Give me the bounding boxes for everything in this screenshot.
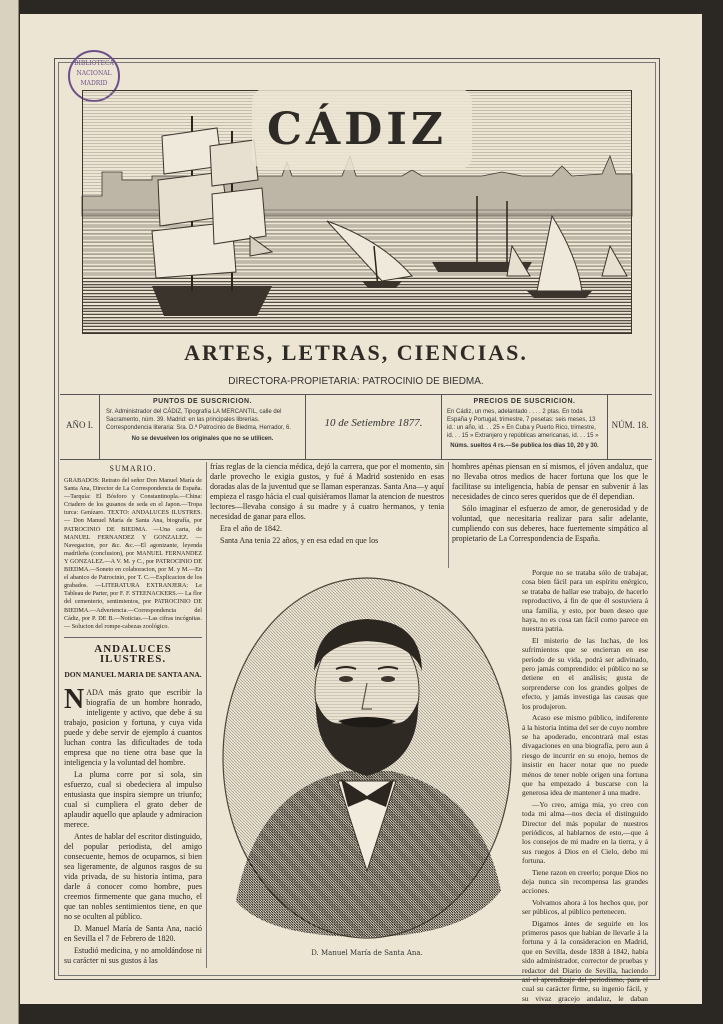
suscription-points-title: PUNTOS DE SUSCRICION.	[152, 398, 253, 405]
column-3-paragraph-6: —Yo creo, amiga mia, yo creo con toda mi alma—nos decia el distinguido Director del más popular de nuestros periódicos, al hablarnos de esto,—que á los consejos de mi madre en la tierra, y á sus ruegos á Dios en el Cielo, debo mi fortuna.	[522, 799, 648, 866]
column-2-top	[210, 462, 444, 568]
subscription-info-box	[60, 394, 652, 460]
originals-note: No se devuelven los originales que no se utilicen.	[131, 436, 274, 442]
column-3-paragraph-1: hombres apénas piensan en sí mismos, el jóven andaluz, que no llevaba otros medios de hacer fortuna que los que le facilitase su inteligencia, había de pensar en subvenir á las necesidades de cinco seres queridos que de él dependian.	[452, 462, 648, 501]
article-paragraph-5: Estudió medicina, y no amoldándose ni su carácter ni sus gustos á las	[64, 945, 202, 965]
masthead-engraving	[82, 76, 632, 334]
issue-date: 10 de Setiembre 1877.	[324, 417, 423, 429]
suscription-points-cell	[100, 395, 306, 459]
column-1	[64, 462, 202, 968]
column-divider-3	[206, 568, 207, 968]
date-cell	[306, 395, 442, 459]
column-2-paragraph-1: frías reglas de la ciencia médica, dejó la carrera, que por el momento, sin darle provecho le exigia gustos, y fué á Madrid sostenido en esas doradas alas de la juventud que se llaman esperanzas. Santa Ana—y aquí empieza el rasgo hácia el cual quisiéramos llamar la atencion de nuestros lectores—llevaba consigo á su madre y á cuatro hermanos, y tenia necesidad de ganar para ellos.	[210, 462, 444, 521]
article-paragraph-4: D. Manuel María de Santa Ana, nació en Sevilla el 7 de Febrero de 1820.	[64, 923, 202, 943]
year-label: AÑO I.	[66, 420, 93, 430]
column-3-paragraph-8: Volvamos ahora á los hechos que, por ser públicos, al público pertenecen.	[522, 897, 648, 917]
prices-title: PRECIOS DE SUSCRICION.	[473, 398, 576, 405]
adjacent-page-edge	[0, 0, 19, 1024]
masthead-title: CÁDIZ	[266, 104, 447, 155]
suscription-points-text: Sr. Administrador del CÁDIZ, Tipografía LA MERCANTIL, calle del Sacramento, núm. 39. Madrid: en las principales librerías. Correspondencia literaria: Sra. D.ª Patrocinio de Biedma, Herrador, 6.	[106, 409, 291, 431]
column-3-bottom	[522, 568, 649, 1013]
stamp-text: BIBLIOTECA NACIONAL MADRID	[74, 60, 114, 87]
drop-cap: N	[64, 683, 85, 715]
article-paragraph-1: ADA más grato que escribir la biografía de un hombre honrado, inteligente y activo, que debe á su trabajo, posicion y fortuna, y cuya vida puede y debe servir de ejemplo á cuantos luchan contra las dificultades de toda empresa que no tiene otra base que la inteligencia y la voluntad del hombre.	[64, 687, 202, 767]
prices-cell	[442, 395, 608, 459]
summary-title: SUMARIO.	[109, 464, 157, 473]
article-paragraph-3: Antes de hablar del escritor distinguido, del popular periodista, del amigo consecuente, hemos de ocuparnos, si bien sea ligeramente, de algunos rasgos de su vida privada, de su historia íntima, para darle á conocer como hombre, pues creemos firmemente que gana mucho, el que tan nobles sentimientos tiene, en que no se oculten al público.	[64, 831, 202, 921]
issue-number: NÚM. 18.	[611, 420, 649, 430]
portrait-engraving	[216, 571, 518, 946]
year-cell	[60, 395, 100, 459]
column-2-age-line: Santa Ana tenia 22 años, y en esa edad en que los	[220, 536, 379, 545]
column-divider-2	[448, 462, 449, 568]
article-paragraph-2: La pluma corre por sí sola, sin esfuerzo, cual si obedeciera al impulso entusiasta que inspira siempre un triunfo; cual si cumpliera el grato deber de aplaudir aquello que aplaude y admiracion merece.	[64, 769, 202, 829]
column-3-paragraph-3: Porque no se trataba sólo de trabajar, cosa bien fácil para un espíritu enérgico, se trataba de hallar ese trabajo, de hacerlo reproductivo, á fin de que él sostuviera á una familia, y esto, por buen deseo que haya, no es cosa tan fácil como parece en nuestra patria.	[522, 568, 648, 634]
column-3-top	[452, 462, 648, 568]
column-3-paragraph-7: Tiene razon en creerlo; porque Dios no deja nunca sin recompensa las grandes acciones.	[522, 867, 648, 896]
masthead-subtitle: ARTES, LETRAS, CIENCIAS.	[184, 340, 528, 365]
column-3-paragraph-5: Acaso ese mismo público, indiferente á la historia íntima del ser de cuyo nombre se ha apoderado, encontrará mal estas divagaciones en una biografía, pero aun á riesgo de incurrir en su enojo, hemos de insistir en hacer notar que no puede ménos de tener noble origen una fortuna que ha empezado á buscarse con la generosa idea de mantener á una madre.	[522, 713, 649, 798]
single-issues-note: Núms. sueltos 4 rs.—Se publica los días 10, 20 y 30.	[450, 443, 599, 449]
column-3-paragraph-4: El misterio de las luchas, de los sufrimientos que se encierran en ese período de su vida, podrá ser adivinado, pero jamás comprendido: el público no se detiene en el análisis; gusta de sorprenderse con los grandes golpes de efecto, y jamás investiga las causas que los produjeron.	[522, 635, 648, 711]
column-divider-1	[206, 462, 207, 568]
section-title: ANDALUCES ILUSTRES.	[94, 642, 172, 665]
article-title: DON MANUEL MARIA DE SANTA ANA.	[64, 669, 202, 679]
director-line: DIRECTORA-PROPIETARIA: PATROCINIO DE BIEDMA.	[228, 376, 484, 387]
summary-text: GRABADOS: Retrato del señor Don Manuel María de Santa Ana, Director de La Correspondencia de España.—Tarquía: El Bósforo y Constantinopla.—China: Criadero de los gusanos de seda en el Japon.—Tropa turca: Genízaro. TEXTO: ANDALUCES ILUSTRES.— Don Manuel María de Santa Ana, biografía, por PATROCINIO DE BIEDMA. —Una carta, de MANUEL FERNANDEZ Y GONZALEZ. —Navegacion, por &c. &c.—El agonizante, leyenda madrileña (conclusion), por MANUEL FERNANDEZ Y GONZALEZ.—A V. M. y C., por PATROCINIO DE BIEDMA.—Soneto en colaboracion, por M. y M.—En el abanico de Patrocinio, por T. C.—Explicacion de los grabados. —LITERATURA EXTRANJERA: Le Tableau de Parter, por F. F. STEENACKERS.— La flor del cementerio, sentimientos, por PATROCINIO DE BIEDMA.—Advertencia.—Correspondencia del Cádiz, por P. DE B.—Noticias.—Las cifras incógnitas.— Solucion del rompe-cabezas zoológico.	[64, 477, 202, 630]
column-3-paragraph-9: Digamos ántes de seguirle en los primeros pasos que habían de llevarle á la fortuna y á la consideracion en Madrid, que en Sevilla, desde 1838 á 1842, había sido administrador, corrector de pruebas y redactor del Diario de Sevilla, haciendo así el aprendizaje del periodismo, para el cual su carácter firme, su ingenio fácil, y su vivaz gracejo andaluz, le daban admirables disposiciones.	[522, 918, 648, 1013]
newspaper-page	[20, 14, 702, 1013]
summary-rule	[64, 637, 202, 638]
prices-text: En Cádiz, un mes, adelantado . . . . 2 ptas. En toda España y Portugal, trimestre, 7 pesetas: seis meses, 13 id.: un año, id. . . 25 » En Cuba y Puerto Rico, trimestre, id. . . 15 » Extranjero y repúblicas americanas, id. . . 15 »	[447, 409, 599, 439]
portrait-illustration	[216, 571, 518, 946]
number-cell	[608, 395, 652, 459]
portrait-caption: D. Manuel María de Santa Ana.	[311, 949, 423, 957]
column-2-year-line: Era el año de 1842.	[220, 524, 282, 533]
column-3-paragraph-2: Sólo imaginar el esfuerzo de amor, de generosidad y de voluntad, que necesitaria realizar para salir adelante, cumpliendo con sus deberes, hace fuertemente simpático al propietario de La Correspondencia de España.	[452, 504, 648, 543]
